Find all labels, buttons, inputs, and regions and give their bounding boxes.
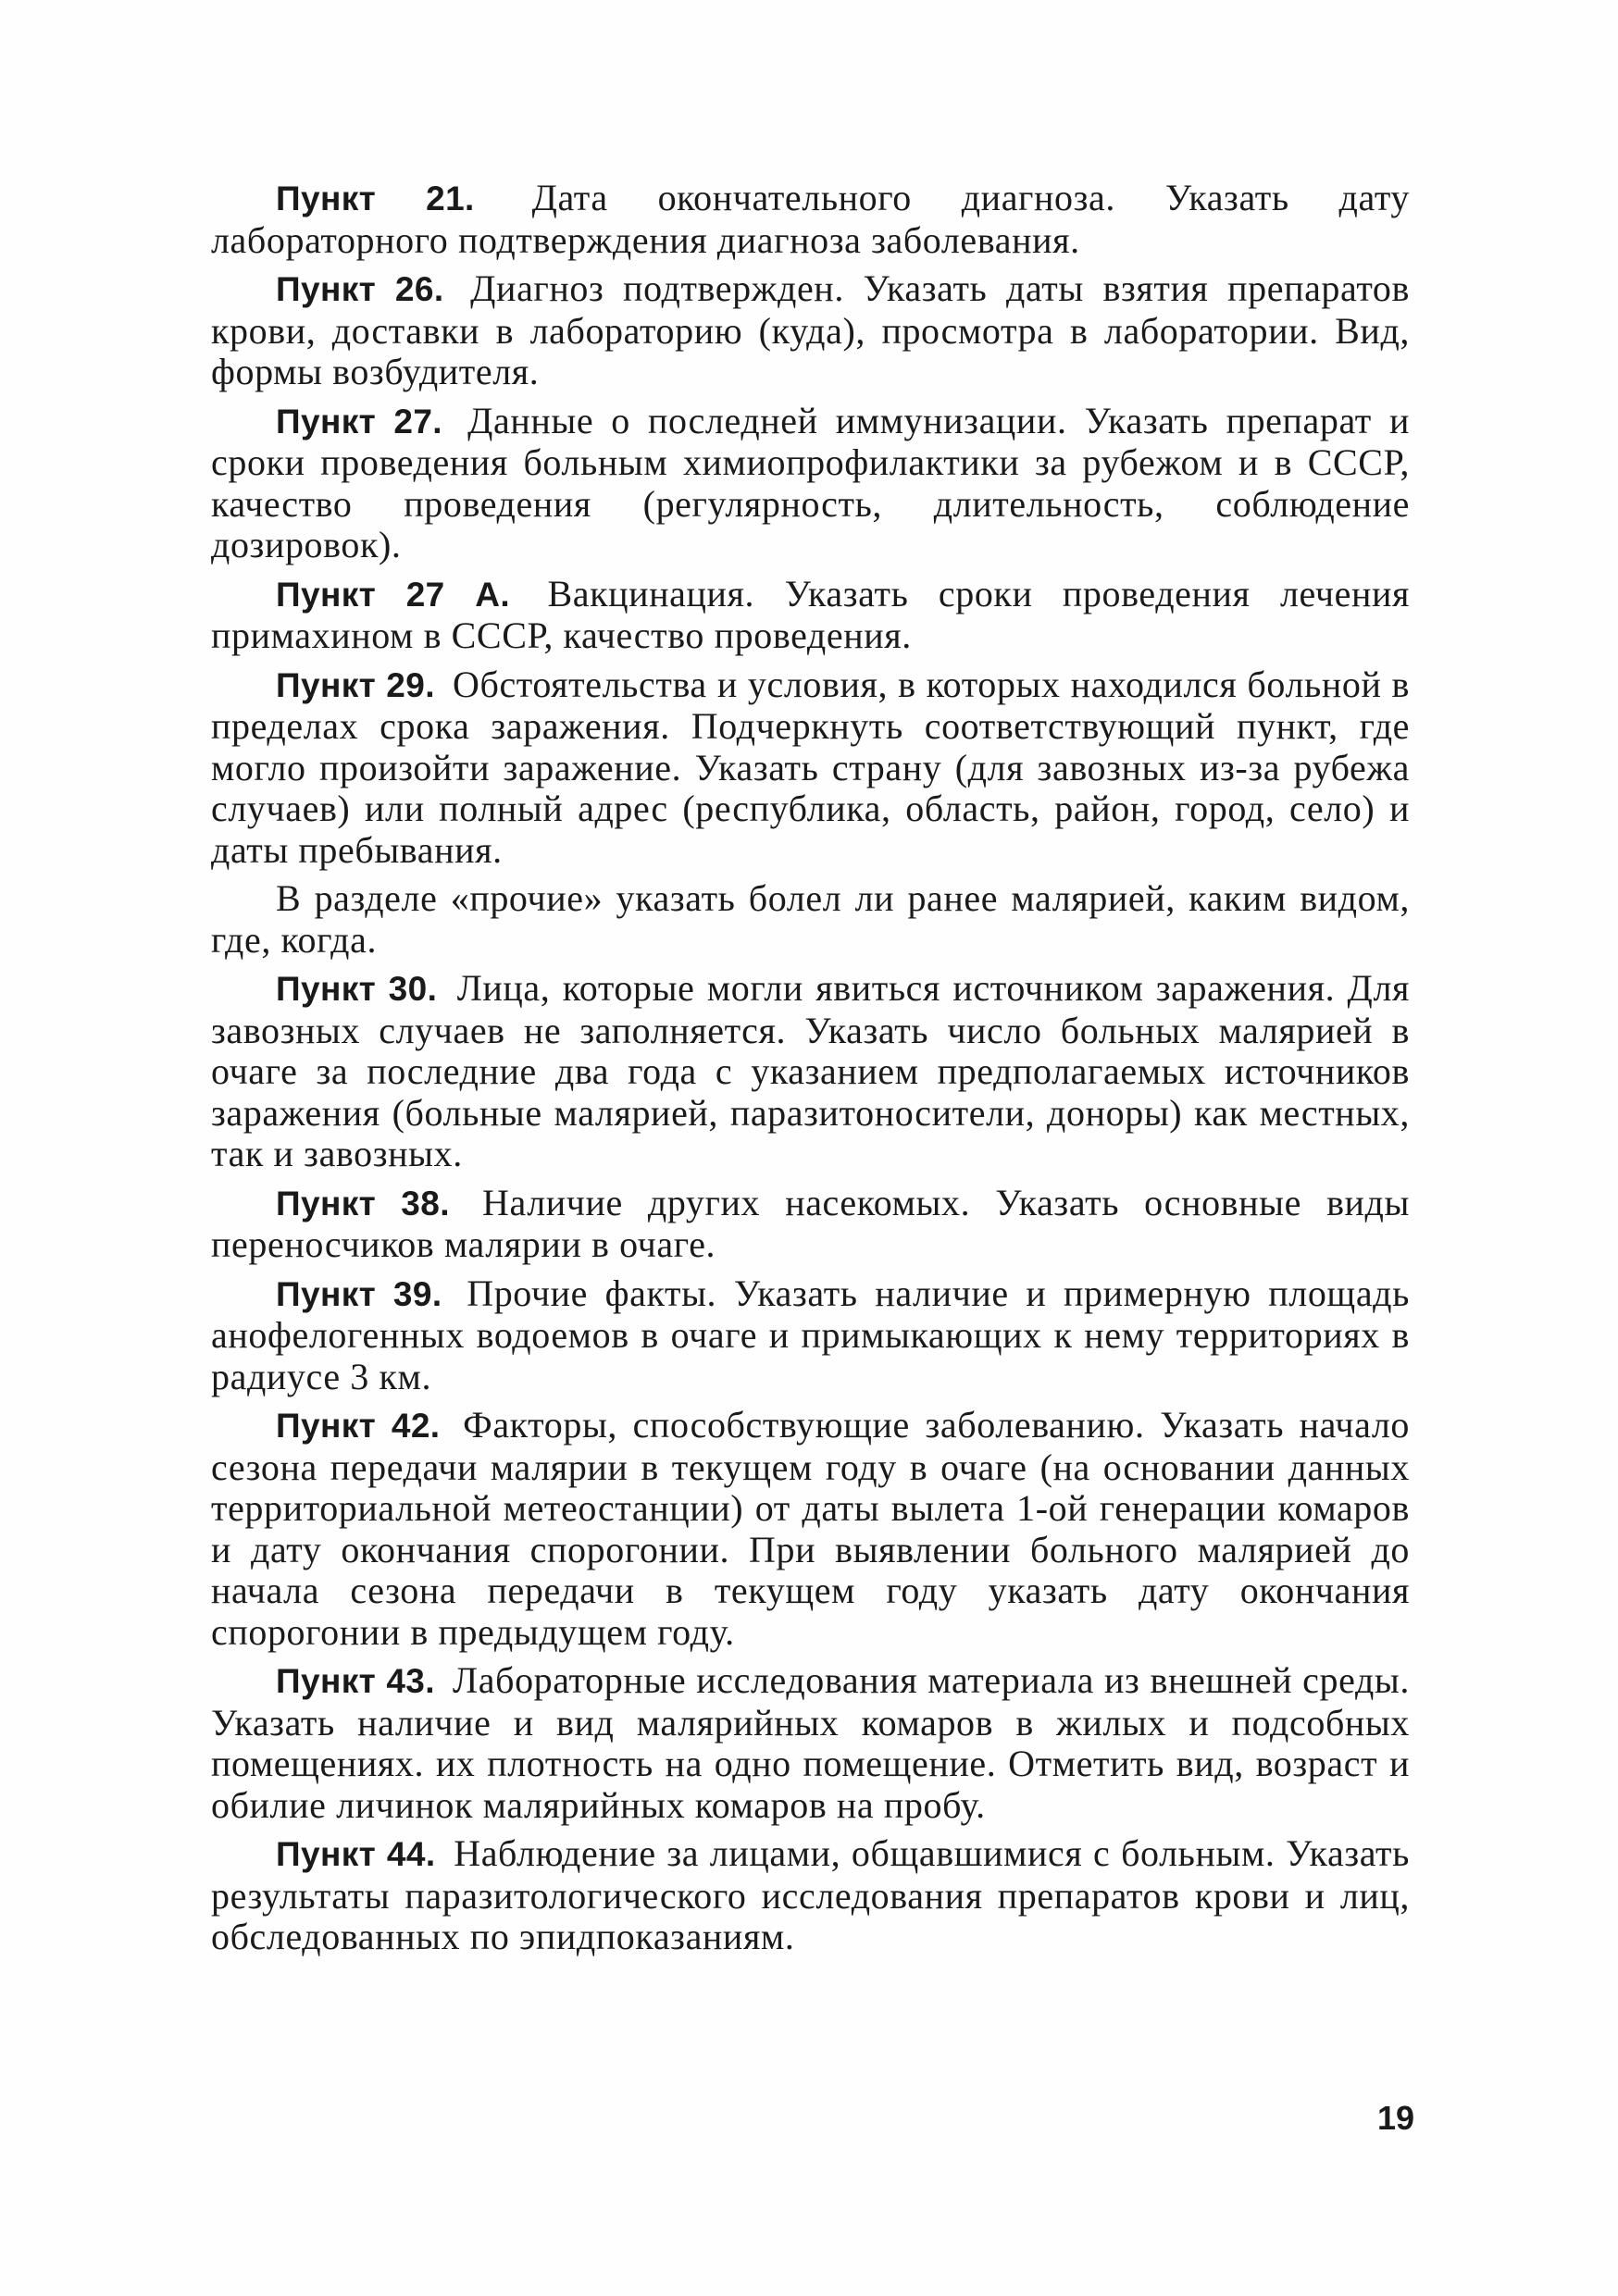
paragraph-item-38 [211, 1183, 1410, 1266]
item-label: Пункт 30. [276, 970, 438, 1008]
paragraph-other-section [211, 878, 1410, 961]
paragraph-item-27 [211, 401, 1410, 566]
item-label: Пункт 27 А. [276, 575, 510, 614]
item-label: Пункт 39. [276, 1274, 442, 1313]
item-label: Пункт 21. [276, 180, 475, 217]
item-text: В разделе «прочие» указать болел ли ранее малярией, каким видом, где, когда. [211, 877, 1410, 961]
paragraph-item-42 [211, 1405, 1410, 1653]
item-text: Обстоятельства и условия, в которых находился больной в пределах срока заражения. Подчеркнуть соответствующий пункт, где могло произойти заражение. Указать страну (для завозных из-за рубежа случаев) или полный адрес (республика, область, район, город, село) и даты пребывания. [211, 663, 1410, 871]
body-text [211, 178, 1410, 1966]
item-text: Прочие факты. Указать наличие и примерную площадь анофелогенных водоемов в очаге и примыкающих к нему территориях в радиусе 3 км. [211, 1272, 1410, 1397]
item-label: Пункт 27. [276, 402, 442, 441]
item-text: Диагноз подтвержден. Указать даты взятия препаратов крови, доставки в лабораторию (куда), просмотра в лаборатории. Вид, формы возбудителя. [211, 267, 1410, 392]
item-text: Вакцинация. Указать сроки проведения лечения примахином в СССР, качество проведения. [211, 572, 1410, 656]
item-label: Пункт 29. [276, 665, 435, 704]
item-label: Пункт 26. [276, 270, 444, 308]
item-text: Лица, которые могли явиться источником заражения. Для завозных случаев не заполняется. Указать число больных малярией в очаге за последние два года с указанием предполагаемых источников заражения (больные малярией, паразитоносители, доноры) как местных, так и завозных. [211, 967, 1411, 1174]
item-text: Данные о последней иммунизации. Указать препарат и сроки проведения больным химиопрофилактики за рубежом и в СССР, качество проведения (регулярность, длительность, соблюдение дозировок). [211, 399, 1410, 565]
item-text: Дата окончательного диагноза. Указать дату лабораторного подтверждения диагноза заболевания. [211, 177, 1410, 261]
paragraph-item-30 [211, 968, 1410, 1175]
item-label: Пункт 38. [276, 1184, 450, 1222]
paragraph-item-26 [211, 268, 1410, 393]
paragraph-item-44 [211, 1833, 1410, 1958]
paragraph-item-21 [211, 178, 1410, 261]
item-label: Пункт 42. [276, 1407, 441, 1445]
item-text: Наблюдение за лицами, общавшимися с больным. Указать результаты паразитологического исследования препаратов крови и лиц, обследованных по эпидпоказаниям. [211, 1832, 1410, 1957]
page-number: 19 [1377, 2099, 1415, 2137]
item-text: Лабораторные исследования материала из внешней среды. Указать наличие и вид малярийных комаров в жилых и подсобных помещениях. их плотность на одно помещение. Отметить вид, возраст и обилие личинок малярийных комаров на пробу. [211, 1659, 1410, 1826]
paragraph-item-27a [211, 574, 1410, 657]
paragraph-item-39 [211, 1273, 1410, 1398]
item-label: Пункт 43. [276, 1662, 435, 1700]
paragraph-item-43 [211, 1660, 1410, 1826]
item-text: Факторы, способствующие заболеванию. Указать начало сезона передачи малярии в текущем году в очаге (на основании данных территориальной метеостанции) от даты вылета 1-ой генерации комаров и дату окончания спорогонии. При выявлении больного малярией до начала сезона передачи в текущем году указать дату окончания спорогонии в предыдущем году. [211, 1404, 1410, 1653]
item-text: Наличие других насекомых. Указать основные виды переносчиков малярии в очаге. [211, 1181, 1410, 1265]
item-label: Пункт 44. [276, 1835, 436, 1873]
paragraph-item-29 [211, 664, 1410, 872]
